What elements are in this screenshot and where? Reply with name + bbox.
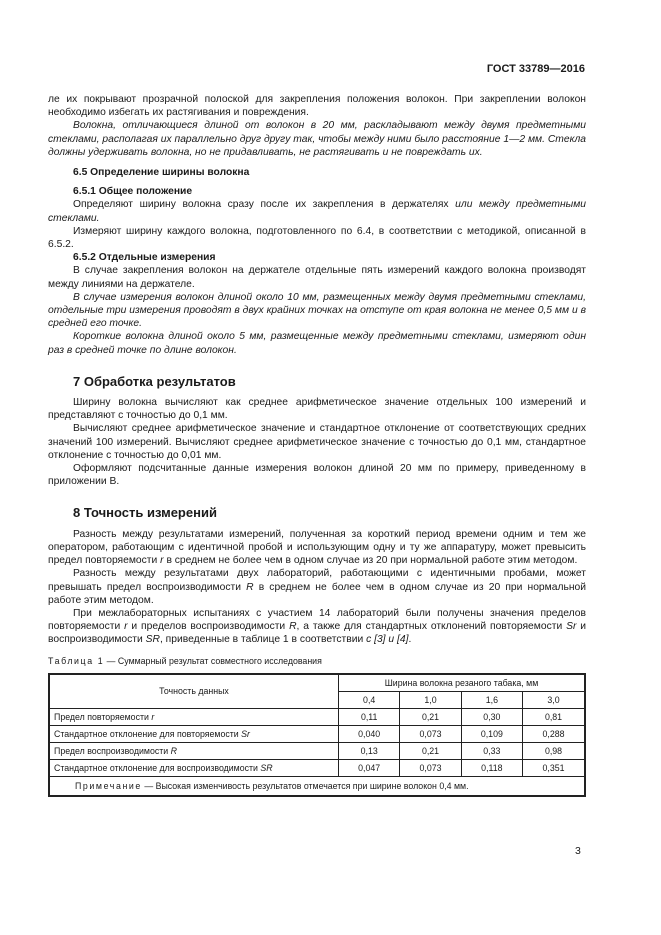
row-symbol: r — [151, 711, 155, 722]
table-cell: 0,118 — [461, 759, 522, 776]
table-cell: 0,351 — [523, 759, 585, 776]
paragraph — [48, 528, 586, 568]
page-number: 3 — [575, 845, 581, 857]
section-heading-8: 8 Точность измерений — [73, 505, 217, 521]
table-caption-prefix: Таблица 1 — [48, 655, 105, 666]
paragraph: В случае измерения волокон длиной около 10 мм, размещенных между двумя предметными стеклами, отдельные три измерения проводят в двух крайних точках на отступе от края волокна не менее 0,5 мм и в средней его точке. — [48, 291, 586, 330]
section-heading-6-5: 6.5 Определение ширины волокна — [73, 167, 250, 179]
results-table — [48, 673, 586, 797]
table-row — [49, 742, 585, 759]
text-run: Разность между результатами двух лабораторий, работающими с идентичными пробами, может превышать предел воспроизводимости — [48, 568, 586, 593]
symbol-r: r — [124, 621, 128, 633]
text-run: Определяют ширину волокна сразу после их закрепления в держателях — [73, 199, 456, 211]
table-cell: 0,21 — [400, 708, 461, 725]
subsection-heading-6-5-1: 6.5.1 Общее положение — [73, 186, 193, 198]
symbol-R: R — [289, 621, 297, 633]
table-cell: 0,33 — [461, 742, 522, 759]
paragraph: Вычисляют среднее арифметическое значение и стандартное отклонение от соответствующих средних значений 100 измерений. Вычисляют среднее арифметическое значение с точностью до 0,1 мм, стандартное отклонение с точностью до 0,01 мм. — [48, 423, 586, 461]
row-label — [49, 742, 339, 759]
paragraph — [48, 607, 586, 647]
paragraph — [48, 198, 586, 224]
text-run: и воспроизводимости — [48, 621, 586, 646]
paragraph: В случае закрепления волокон на держателе отдельные пять измерений каждого волокна производят между линиями на держателе. — [48, 265, 586, 290]
text-run: в среднем не более чем в одном случае из 20 при нормальной работе этим методом. — [163, 555, 578, 567]
row-label-text: Стандартное отклонение для воспроизводимости — [54, 762, 261, 773]
reference-link[interactable]: с [3] и [4] — [366, 634, 409, 646]
text-run-italic: или между предметными стеклами. — [48, 199, 586, 224]
header-precision-data: Точность данных — [49, 674, 339, 709]
symbol-SR: SR — [145, 634, 160, 646]
table-cell: 0,073 — [400, 759, 461, 776]
table-note-row — [49, 776, 585, 796]
note-prefix: Примечание — [75, 780, 142, 791]
table-note — [49, 776, 585, 796]
table-cell: 0,288 — [523, 725, 585, 742]
header-width-value: 1,6 — [461, 691, 522, 708]
text-run: в среднем не более чем в одном случае из 20 при нормальной работе этим методом. — [48, 581, 587, 606]
table-row — [49, 725, 585, 742]
paragraph — [48, 567, 586, 607]
header-width-value: 0,4 — [339, 691, 400, 708]
table-cell: 0,109 — [461, 725, 522, 742]
text-run: , приведенные в таблице 1 в соответствии — [159, 634, 367, 646]
table-caption-text: — Суммарный результат совместного исследования — [104, 655, 322, 666]
table-cell: 0,047 — [339, 759, 400, 776]
row-label-text: Предел повторяемости — [54, 711, 152, 722]
note-text: — Высокая изменчивость результатов отмечается при ширине волокон 0,4 мм. — [141, 780, 469, 791]
text-run: При межлабораторных испытаниях с участием 14 лабораторий были получены значения пределов повторяемости — [48, 607, 586, 633]
symbol-Sr: Sr — [566, 621, 577, 633]
symbol-r: r — [160, 555, 164, 567]
table-cell: 0,30 — [461, 708, 522, 725]
text-run: . — [408, 634, 412, 646]
table-caption — [48, 655, 586, 668]
paragraph: Ширину волокна вычисляют как среднее арифметическое значение отдельных 100 измерений и представляют с точностью до 0,1 мм. — [48, 397, 586, 422]
row-label-text: Предел воспроизводимости — [54, 745, 171, 756]
header-width-value: 3,0 — [523, 691, 585, 708]
table-row — [49, 759, 585, 776]
table-cell: 0,073 — [400, 725, 461, 742]
header-fiber-width: Ширина волокна резаного табака, мм — [339, 674, 586, 692]
table-header-row — [49, 674, 585, 692]
paragraph: Измеряют ширину каждого волокна, подготовленного по 6.4, в соответствии с методикой, описанной в 6.5.2. — [48, 225, 586, 251]
document-code: ГОСТ 33789—2016 — [486, 63, 585, 75]
row-symbol: R — [170, 745, 177, 756]
table-cell: 0,81 — [523, 708, 585, 725]
table-cell: 0,13 — [339, 742, 400, 759]
row-label — [49, 759, 339, 776]
row-label — [49, 725, 339, 742]
section-heading-7: 7 Обработка результатов — [73, 373, 236, 389]
row-label — [49, 708, 339, 725]
table-cell: 0,11 — [339, 708, 400, 725]
row-symbol: Sr — [241, 728, 250, 739]
paragraph: Оформляют подсчитанные данные измерения волокон длиной 20 мм по примеру, приведенному в приложении В. — [48, 463, 586, 488]
table-row — [49, 708, 585, 725]
table-cell: 0,98 — [523, 742, 585, 759]
paragraph: Волокна, отличающиеся длиной от волокон в 20 мм, раскладывают между двумя предметными стеклами, располагая их параллельно друг другу так, чтобы между ними было расстояние 1—2 мм. Стекла должны удерживать волокна, но не придавливать, не растягивать и не повреждать их. — [48, 120, 586, 158]
subsection-heading-6-5-2: 6.5.2 Отдельные измерения — [73, 252, 216, 264]
header-width-value: 1,0 — [400, 691, 461, 708]
paragraph: ле их покрывают прозрачной полоской для закрепления положения волокон. При закреплении волокон необходимо избегать их растягивания и повреждения. — [48, 94, 586, 119]
text-run: и пределов воспроизводимости — [127, 621, 290, 633]
row-symbol: SR — [260, 762, 273, 773]
text-run: Разность между результатами измерений, полученная за короткий период времени одним и тем же оператором, работающим с идентичной пробой и использующим одну и ту же аппаратуру, может превысить предел повторяемости — [48, 528, 586, 567]
symbol-R: R — [246, 581, 254, 593]
table-cell: 0,040 — [339, 725, 400, 742]
row-label-text: Стандартное отклонение для повторяемости — [54, 728, 242, 739]
table-cell: 0,21 — [400, 742, 461, 759]
paragraph: Короткие волокна длиной около 5 мм, размещенные между предметными стеклами, измеряют один раз в средней точке по длине волокон. — [48, 331, 586, 356]
text-run: , а также для стандартных отклонений повторяемости — [296, 621, 567, 633]
page-content — [48, 93, 586, 797]
